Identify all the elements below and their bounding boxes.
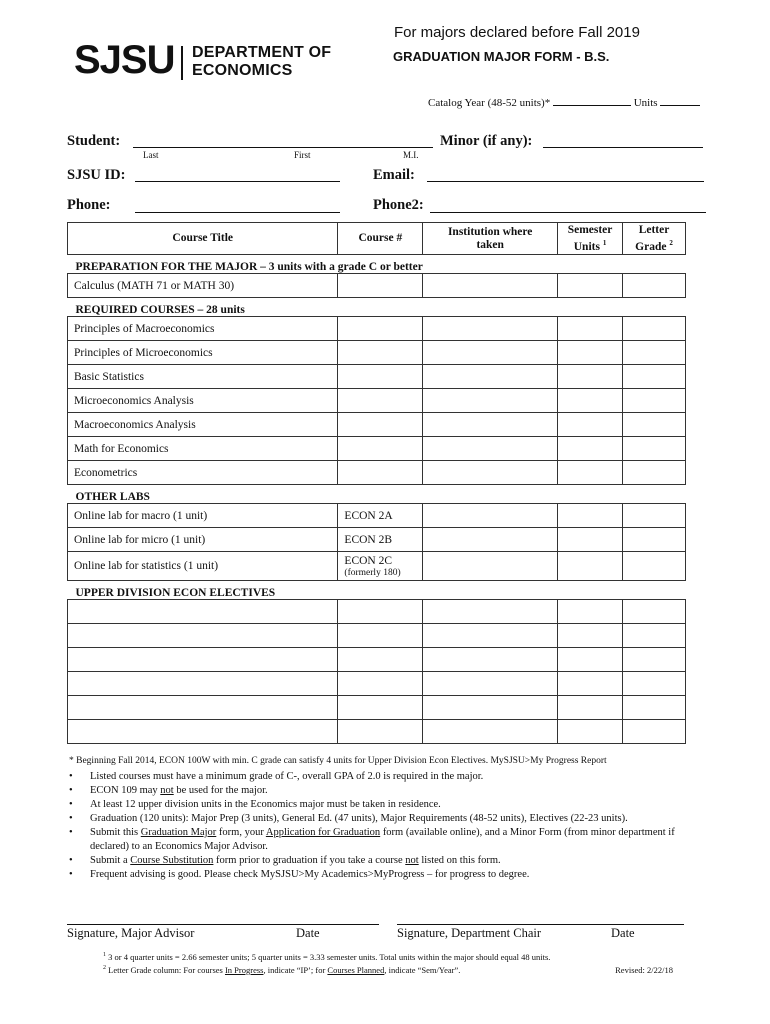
labs-section-title: OTHER LABS [75,491,150,503]
units-cell[interactable] [558,437,623,461]
course-title-cell: Econometrics [68,461,338,485]
units-cell[interactable] [558,365,623,389]
table-row [68,274,686,298]
units-cell[interactable] [558,389,623,413]
catalog-year-line [428,96,700,109]
institution-cell[interactable] [423,600,558,624]
units-cell[interactable] [558,696,623,720]
institution-cell[interactable] [423,389,558,413]
phone2-field[interactable] [430,198,706,213]
table-row [68,504,686,528]
list-item: • Submit a Course Substitution form prior to graduation if you take a course not listed on this form. [69,855,501,866]
table-row [68,461,686,485]
requirements-list [69,770,709,882]
course-number-cell[interactable] [338,696,423,720]
table-row [68,552,686,581]
course-title-cell: Principles of Macroeconomics [68,317,338,341]
table-row [68,365,686,389]
phone2-label: Phone2: [373,197,424,213]
email-label: Email: [373,167,415,183]
table-row [68,624,686,648]
advisor-signature-label: Signature, Major Advisor [67,926,195,940]
units-cell[interactable] [558,341,623,365]
units-cell[interactable] [558,461,623,485]
department-name [192,44,331,80]
grade-cell[interactable] [623,648,686,672]
grade-cell[interactable] [623,274,686,298]
table-row [68,720,686,744]
units-label: Units [633,97,658,109]
table-row [68,413,686,437]
revised-date: Revised: 2/22/18 [615,965,673,975]
table-row [68,648,686,672]
phone-label: Phone: [67,197,111,213]
footnote-2: $^2$ Letter Grade column: For courses In Progress, indicate “IP’; for Courses Planned, indicate “Sem/Year”. Revised: 2/22/18 [103,965,673,975]
grade-cell[interactable] [623,624,686,648]
required-section-title: REQUIRED COURSES – 28 units [75,304,245,316]
list-item: • Submit this Graduation Major form, your Application for Graduation form (available online), and a Minor Form (from minor department if declared) to an Economics Major Advisor. [69,827,675,852]
catalog-year-label: Catalog Year (48-52 units)* [428,97,551,109]
institution-cell[interactable] [423,624,558,648]
grade-cell[interactable] [623,317,686,341]
table-row [68,437,686,461]
minor-field[interactable] [543,133,703,148]
sjsu-id-field[interactable] [135,167,340,182]
course-title-cell: Macroeconomics Analysis [68,413,338,437]
table-row [68,600,686,624]
chair-signature-label: Signature, Department Chair [397,926,542,940]
course-number-cell[interactable] [338,648,423,672]
grade-cell[interactable] [623,413,686,437]
list-item: • Listed courses must have a minimum grade of C-, overall GPA of 2.0 is required in the major. [69,771,484,782]
department-line-2: ECONOMICS [192,62,293,79]
course-number-cell[interactable] [338,389,423,413]
course-number-cell[interactable] [338,461,423,485]
grade-cell[interactable] [623,341,686,365]
course-number-cell[interactable] [338,672,423,696]
list-item: • Frequent advising is good. Please check MySJSU>My Academics>MyProgress – for progress to degree. [69,869,530,880]
logo-divider [181,46,183,80]
course-number-cell[interactable] [338,600,423,624]
course-title-cell[interactable] [68,648,338,672]
advisor-date-label: Date [296,926,320,940]
course-title-cell[interactable] [68,624,338,648]
list-item: • Graduation (120 units): Major Prep (3 units), General Ed. (47 units), Major Requirements (48-52 units), Electives (22-23 units). [69,813,628,824]
table-row [68,672,686,696]
advisor-signature-line[interactable] [67,924,379,925]
middle-initial-caption: M.I. [403,150,419,160]
department-line-1: DEPARTMENT OF [192,44,332,61]
course-title-cell: Online lab for statistics (1 unit) [68,552,338,581]
course-number-cell[interactable] [338,274,423,298]
units-cell[interactable] [558,413,623,437]
units-cell[interactable] [558,600,623,624]
institution-cell[interactable] [423,365,558,389]
units-cell[interactable] [558,624,623,648]
minor-label: Minor (if any): [440,133,533,149]
institution-cell[interactable] [423,552,558,581]
institution-cell[interactable] [423,274,558,298]
course-number-cell: ECON 2B [338,528,423,552]
catalog-year-blank[interactable] [553,96,631,106]
units-cell[interactable] [558,648,623,672]
elective-note: * Beginning Fall 2014, ECON 100W with min. C grade can satisfy 4 units for Upper Division Econ Electives. MySJSU>My Progress Report [69,756,607,766]
header-subtitle: For majors declared before Fall 2019 [394,24,640,41]
student-label: Student: [67,133,121,149]
labs-section-row [68,485,686,504]
course-title-cell: Online lab for macro (1 unit) [68,504,338,528]
course-number-cell: ECON 2C (formerly 180) [338,552,423,581]
units-cell[interactable] [558,504,623,528]
course-number-header: Course # [338,223,423,255]
institution-cell[interactable] [423,437,558,461]
email-field[interactable] [427,167,704,182]
institution-cell[interactable] [423,672,558,696]
semester-units-header: Semester Units $^1$ [558,223,623,255]
list-item: • ECON 109 may not be used for the major. [69,785,268,796]
course-title-cell[interactable] [68,600,338,624]
footnote-1: $^1$ 3 or 4 quarter units = 2.66 semester units; 5 quarter units = 3.33 semester units. Total units within the major should equal 48 units. [103,952,551,962]
units-cell[interactable] [558,672,623,696]
institution-cell[interactable] [423,528,558,552]
units-cell[interactable] [558,720,623,744]
units-cell[interactable] [558,317,623,341]
units-blank[interactable] [660,96,700,106]
sjsu-id-label: SJSU ID: [67,167,126,183]
grade-cell[interactable] [623,552,686,581]
grade-cell[interactable] [623,600,686,624]
phone-field[interactable] [135,198,340,213]
course-number-cell[interactable] [338,437,423,461]
course-number-cell[interactable] [338,341,423,365]
electives-section-row [68,581,686,600]
form-title: GRADUATION MAJOR FORM - B.S. [393,49,610,64]
institution-cell[interactable] [423,648,558,672]
last-name-caption: Last [143,150,159,160]
units-cell[interactable] [558,274,623,298]
table-row [68,528,686,552]
units-cell[interactable] [558,552,623,581]
course-title-cell: Microeconomics Analysis [68,389,338,413]
course-title-cell[interactable] [68,720,338,744]
institution-header: Institution where taken [423,223,558,255]
course-title-cell[interactable] [68,696,338,720]
course-title-cell[interactable] [68,672,338,696]
institution-cell[interactable] [423,461,558,485]
student-name-field[interactable] [133,133,433,148]
table-row [68,696,686,720]
course-number-cell[interactable] [338,365,423,389]
required-section-row [68,298,686,317]
formerly-note: (formerly 180) [344,567,401,578]
course-table [67,222,686,744]
course-title-cell: Principles of Microeconomics [68,341,338,365]
grade-cell[interactable] [623,461,686,485]
grade-cell[interactable] [623,696,686,720]
course-number-cell: ECON 2A [338,504,423,528]
prep-section-title: PREPARATION FOR THE MAJOR – 3 units with a grade C or better [75,261,423,273]
units-cell[interactable] [558,528,623,552]
grade-cell[interactable] [623,389,686,413]
table-header-row [68,223,686,255]
institution-cell[interactable] [423,696,558,720]
grade-cell[interactable] [623,720,686,744]
chair-signature-line[interactable] [397,924,684,925]
course-title-header: Course Title [68,223,338,255]
course-title-cell: Math for Economics [68,437,338,461]
letter-grade-header: Letter Grade $^2$ [623,223,686,255]
institution-cell[interactable] [423,720,558,744]
list-item: • At least 12 upper division units in the Economics major must be taken in residence. [69,799,441,810]
grade-cell[interactable] [623,528,686,552]
table-row [68,317,686,341]
course-number-cell[interactable] [338,720,423,744]
grade-cell[interactable] [623,365,686,389]
course-number-cell[interactable] [338,413,423,437]
institution-cell[interactable] [423,341,558,365]
institution-cell[interactable] [423,413,558,437]
chair-date-label: Date [611,926,635,940]
course-number-cell[interactable] [338,317,423,341]
table-row [68,389,686,413]
course-title-cell: Online lab for micro (1 unit) [68,528,338,552]
electives-section-title: UPPER DIVISION ECON ELECTIVES [75,587,276,599]
course-number-cell[interactable] [338,624,423,648]
first-name-caption: First [294,150,311,160]
institution-cell[interactable] [423,504,558,528]
course-title-cell: Calculus (MATH 71 or MATH 30) [68,274,338,298]
institution-cell[interactable] [423,317,558,341]
course-title-cell: Basic Statistics [68,365,338,389]
sjsu-logo: SJSU [74,38,175,82]
prep-section-row [68,255,686,274]
grade-cell[interactable] [623,504,686,528]
table-row [68,341,686,365]
grade-cell[interactable] [623,672,686,696]
grade-cell[interactable] [623,437,686,461]
